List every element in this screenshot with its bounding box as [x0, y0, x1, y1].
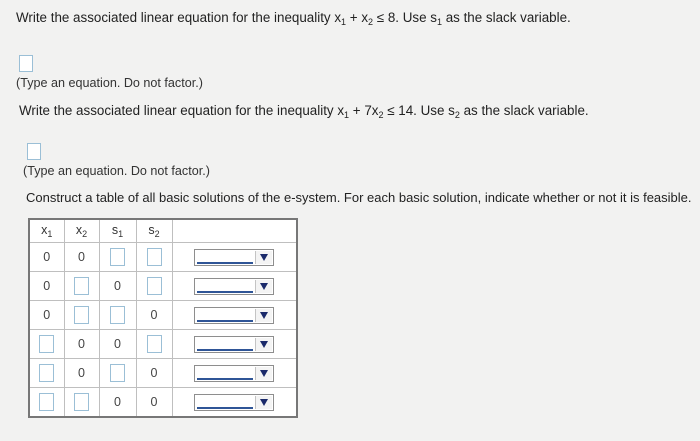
dropdown-arrow-icon[interactable]	[255, 367, 272, 380]
cell-s2	[136, 243, 172, 272]
q2-sub2: 2	[378, 110, 384, 120]
cell-s2	[136, 272, 172, 301]
cell-s1: 0	[99, 330, 136, 359]
cell-x2: 0	[64, 330, 99, 359]
table-row	[29, 301, 297, 330]
table-header-row	[29, 219, 297, 243]
cell-x1: 0	[29, 272, 64, 301]
question-1-note: (Type an equation. Do not factor.)	[16, 76, 203, 90]
cell-s2: 0	[136, 388, 172, 418]
s2-input[interactable]	[147, 248, 162, 266]
s2-input[interactable]	[147, 335, 162, 353]
equation-1-input[interactable]	[19, 55, 33, 72]
cell-s2: 0	[136, 359, 172, 388]
x2-input[interactable]	[74, 393, 89, 411]
cell-s1: 0	[99, 272, 136, 301]
cell-s2	[136, 330, 172, 359]
s1-input[interactable]	[110, 364, 125, 382]
cell-feasibility	[172, 301, 297, 330]
header-x1: $x_1$	[29, 219, 64, 243]
cell-x1: 0	[29, 301, 64, 330]
feasibility-dropdown[interactable]	[194, 394, 274, 411]
q2-rel-text: ≤ 14. Use s	[383, 103, 455, 118]
cell-x1: 0	[29, 243, 64, 272]
cell-feasibility	[172, 388, 297, 418]
cell-x2: 0	[64, 359, 99, 388]
x1-input[interactable]	[39, 364, 54, 382]
q2-tail-text: as the slack variable.	[459, 103, 589, 118]
x2-input[interactable]	[74, 277, 89, 295]
header-x2: $x_2$	[64, 219, 99, 243]
cell-feasibility	[172, 330, 297, 359]
q1-lead-text: Write the associated linear equation for the inequality x	[16, 10, 342, 25]
table-row	[29, 243, 297, 272]
q1-rel-text: ≤ 8. Use s	[373, 10, 437, 25]
q2-plus-text: + 7x	[349, 103, 379, 118]
question-2-prompt	[19, 103, 589, 120]
table-row	[29, 330, 297, 359]
cell-x2	[64, 301, 99, 330]
header-s2: $s_2$	[136, 219, 172, 243]
cell-x1	[29, 330, 64, 359]
cell-x1	[29, 388, 64, 418]
cell-s2: 0	[136, 301, 172, 330]
cell-x1	[29, 359, 64, 388]
s2-input[interactable]	[147, 277, 162, 295]
q2-lead-text: Write the associated linear equation for the inequality x	[19, 103, 345, 118]
table-row	[29, 359, 297, 388]
header-feasible	[172, 219, 297, 243]
cell-s1: 0	[99, 388, 136, 418]
q2-sub3: 2	[454, 110, 460, 120]
x1-input[interactable]	[39, 393, 54, 411]
feasibility-dropdown[interactable]	[194, 278, 274, 295]
cell-feasibility	[172, 272, 297, 301]
cell-feasibility	[172, 359, 297, 388]
q2-sub1: 1	[344, 110, 350, 120]
q1-tail-text: as the slack variable.	[441, 10, 571, 25]
cell-s1	[99, 359, 136, 388]
dropdown-arrow-icon[interactable]	[255, 338, 272, 351]
cell-x2: 0	[64, 243, 99, 272]
dropdown-arrow-icon[interactable]	[255, 251, 272, 264]
question-3-prompt: Construct a table of all basic solutions of the e-system. For each basic solution, indicate whether or not it is feasible.	[26, 190, 692, 205]
q1-sub1: 1	[341, 17, 347, 27]
feasibility-dropdown[interactable]	[194, 336, 274, 353]
s1-input[interactable]	[110, 248, 125, 266]
x2-input[interactable]	[74, 306, 89, 324]
q1-plus-text: + x	[346, 10, 369, 25]
header-s1: $s_1$	[99, 219, 136, 243]
equation-2-input[interactable]	[27, 143, 41, 160]
cell-feasibility	[172, 243, 297, 272]
basic-solutions-table	[28, 218, 298, 418]
s1-input[interactable]	[110, 306, 125, 324]
feasibility-dropdown[interactable]	[194, 249, 274, 266]
x1-input[interactable]	[39, 335, 54, 353]
q1-sub2: 2	[368, 17, 374, 27]
dropdown-arrow-icon[interactable]	[255, 280, 272, 293]
table-row	[29, 272, 297, 301]
question-1-prompt	[16, 10, 571, 27]
feasibility-dropdown[interactable]	[194, 365, 274, 382]
q1-sub3: 1	[436, 17, 442, 27]
dropdown-arrow-icon[interactable]	[255, 396, 272, 409]
table-row	[29, 388, 297, 418]
dropdown-arrow-icon[interactable]	[255, 309, 272, 322]
question-2-note: (Type an equation. Do not factor.)	[23, 164, 210, 178]
cell-x2	[64, 272, 99, 301]
feasibility-dropdown[interactable]	[194, 307, 274, 324]
cell-s1	[99, 301, 136, 330]
cell-x2	[64, 388, 99, 418]
cell-s1	[99, 243, 136, 272]
